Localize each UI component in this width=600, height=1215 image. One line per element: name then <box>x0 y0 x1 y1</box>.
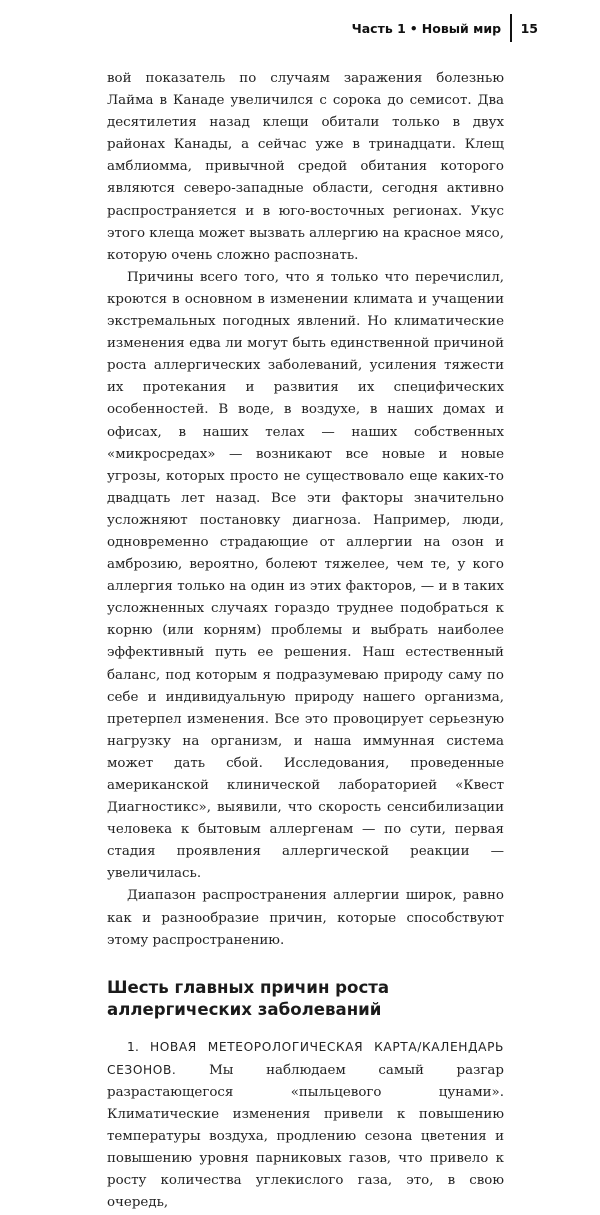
part-label: Часть 1 <box>351 20 406 36</box>
section-1-paragraph <box>107 1036 504 1215</box>
paragraph-1: вой показатель по случаям заражения болезнью Лайма в Канаде увеличился с сорока до семисот. Два десятилетия назад клещи обитали только в двух районах Канады, а сейчас уже в тринадцати. Клещ амблиомма, привычной средой обитания которого являются северо-западные области, сегодня активно распространяется и в юго-восточных регионах. Укус этого клеща может вызвать аллергию на красное мясо, которую очень сложно распознать. <box>107 71 504 263</box>
section-1-title: НОВАЯ МЕТЕОРОЛОГИЧЕСКАЯ КАРТА/КАЛЕНДАРЬ СЕЗОНОВ. <box>107 1039 504 1077</box>
section-1-text: Мы наблюдаем самый разгар разрастающегося «пыльцевого цунами». Климатические изменения привели к повышению температуры воздуха, продлению сезона цветения и повышению уровня парниковых газов, что привело к росту количества углекислого газа, это, в свою очередь, <box>107 1062 504 1211</box>
header-divider <box>510 14 512 42</box>
page-body <box>107 68 504 1215</box>
section-1-number: 1. <box>127 1039 140 1054</box>
running-header <box>352 14 538 42</box>
bullet: • <box>409 20 418 36</box>
section-heading: Шесть главных причин роста аллергических заболеваний <box>107 977 390 1019</box>
paragraph-2: Причины всего того, что я только что перечислил, кроются в основном в изменении климата и учащении экстремальных погодных явлений. Но климатические изменения едва ли могут быть единственной причиной роста аллергических заболеваний, усиления тяжести их протекания и развития их специфических особенностей. В воде, в воздухе, в наших домах и офисах, в наших телах — наших собственных «микросредах» — возникают все новые и новые угрозы, которых просто не существовало еще каких-то двадцать лет назад. Все эти факторы значительно усложняют постановку диагноза. Например, люди, одновременно страдающие от аллергии на озон и амброзию, вероятно, болеют тяжелее, чем те, у кого аллергия только на один из этих факторов, — и в таких усложненных случаях гораздо труднее подобраться к корню (или корням) проблемы и выбрать наиболее эффективный путь ее решения. Наш естественный баланс, под которым я подразумеваю природу саму по себе и индивидуальную природу нашего организма, претерпел изменения. Все это провоцирует серьезную нагрузку на организм, и наша иммунная система может дать сбой. Исследования, проведенные американской клинической лабораторией «Квест Диагностикс», выявили, что скорость сенсибилизации человека к бытовым аллергенам — по сути, первая стадия проявления аллергической реакции — увеличилась. <box>107 269 504 882</box>
chapter-title: Новый мир <box>421 20 502 36</box>
page-number: 15 <box>520 20 538 36</box>
paragraph-3: Диапазон распространения аллергии широк, равно как и разнообразие причин, которые способствуют этому распространению. <box>107 888 504 948</box>
